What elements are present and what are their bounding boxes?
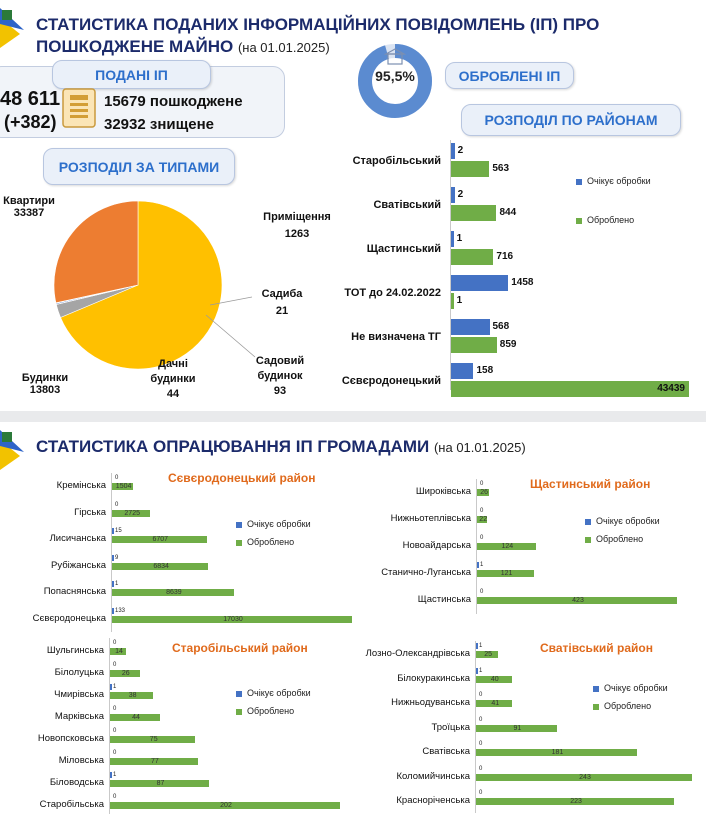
community-category: Лисичанська: [49, 533, 106, 544]
community-value-processed: 6707: [152, 536, 169, 543]
community-bar-pending: [110, 684, 112, 690]
district-value-processed: 43439: [657, 383, 685, 394]
district-bar-pending: [451, 275, 508, 291]
district-value-processed: 716: [496, 251, 514, 262]
community-value-processed: 202: [220, 802, 232, 809]
community-value-processed: 75: [149, 736, 158, 743]
district-value-pending: 1458: [511, 277, 534, 288]
community-value-pending: 0: [479, 741, 483, 747]
district-value-pending: 2: [457, 145, 464, 156]
community-bar-pending: [110, 772, 112, 778]
community-value-processed: 25: [484, 651, 492, 658]
district-bar-pending: [451, 187, 455, 203]
community-category: Міловська: [58, 755, 104, 766]
legend-swatch-green: [593, 704, 599, 710]
pie-title-pill: РОЗПОДІЛ ЗА ТИПАМИ: [43, 148, 235, 185]
community-value-processed: 423: [572, 597, 584, 604]
district-category: Старобільський: [352, 155, 441, 167]
community-value-processed: 2725: [124, 509, 140, 517]
pie-slice-5: [54, 201, 138, 303]
district-bar-processed: [451, 249, 493, 265]
community-value-pending: 1: [115, 581, 119, 587]
emblem-icon-bottom: [0, 430, 32, 470]
district-legend-processed-text: Оброблено: [587, 215, 635, 225]
legend-swatch-green: [236, 709, 242, 715]
legend-swatch-blue: [236, 522, 242, 528]
district-category: Щастинський: [366, 243, 441, 255]
pie-label-kvartyry: [0, 195, 58, 219]
legend-swatch-blue: [593, 686, 599, 692]
community-value-processed: 243: [579, 773, 591, 781]
community-category: Лозно-Олександрівська: [365, 648, 470, 659]
community-value-pending: 0: [113, 706, 117, 712]
community-bar-pending: [476, 643, 478, 649]
community-value-processed: 87: [156, 780, 165, 787]
district-value-processed: 859: [499, 339, 517, 350]
community-value-processed: 6834: [153, 562, 169, 570]
community-category: Кремінська: [56, 480, 106, 491]
region-legend-processed: Оброблено: [585, 534, 643, 544]
page-title: [36, 15, 599, 58]
community-value-pending: 0: [479, 716, 483, 723]
community-value-processed: 223: [570, 798, 582, 805]
community-category: Попаснянська: [43, 586, 106, 597]
community-value-pending: 0: [480, 589, 484, 595]
district-bar-pending: [451, 231, 454, 247]
community-category: Троїцька: [431, 721, 470, 733]
emblem-icon: [0, 8, 34, 50]
region-legend-pending: Очікує обробки: [585, 516, 660, 526]
district-value-processed: 563: [492, 163, 510, 174]
community-value-processed: 41: [491, 700, 500, 707]
community-value-pending: 0: [113, 662, 117, 668]
community-bar-pending: [112, 608, 114, 614]
community-value-pending: 1: [113, 772, 117, 778]
district-category: Сватівський: [373, 199, 441, 211]
pie-label-sadyba-name: Садиба: [261, 288, 303, 300]
pie-label-sadyba-value: 21: [275, 305, 289, 317]
community-value-pending: 0: [479, 765, 483, 772]
district-legend-pending-text: Очікує обробки: [587, 176, 651, 186]
pie-label-dachni-name: Дачні будинки: [150, 358, 196, 385]
community-value-processed: 14: [115, 648, 123, 655]
community-category: Красноріченська: [396, 795, 470, 806]
community-category: Новопсковська: [37, 733, 104, 744]
community-category: Нижньодуванська: [391, 697, 470, 708]
pie-label-kvartyry-name: Квартири: [3, 195, 55, 207]
community-value-processed: 40: [490, 675, 499, 683]
pie-label-dachni-value: 44: [166, 388, 180, 400]
community-bar-pending: [476, 668, 478, 674]
building-icon: [384, 48, 406, 66]
community-value-pending: 1: [480, 562, 484, 568]
region-legend-processed: Оброблено: [236, 706, 294, 716]
community-value-pending: 1: [479, 643, 483, 649]
district-legend-pending: [576, 176, 651, 186]
community-value-pending: 0: [113, 640, 117, 646]
community-value-processed: 44: [132, 714, 140, 721]
community-category: Біловодська: [49, 777, 104, 788]
community-category: Гірська: [74, 506, 106, 518]
document-icon: [62, 88, 96, 128]
district-value-pending: 568: [492, 321, 510, 332]
community-value-processed: 38: [128, 692, 137, 699]
community-value-pending: 1: [113, 684, 117, 690]
pie-label-sadovyi-value: 93: [273, 385, 287, 397]
district-bar-pending: [451, 143, 455, 159]
region-title: Щастинський район: [530, 477, 651, 491]
district-bar-processed: [451, 337, 497, 353]
community-value-pending: 1: [479, 667, 483, 674]
community-value-pending: 0: [480, 508, 484, 514]
district-value-pending: 1: [456, 233, 463, 244]
district-value-processed: 1: [456, 295, 463, 306]
community-category: Сватівська: [422, 746, 470, 757]
page-title-line2: ПОШКОДЖЕНЕ МАЙНО: [36, 37, 234, 56]
district-bar-pending: [451, 319, 490, 335]
bottom-title-text: СТАТИСТИКА ОПРАЦЮВАННЯ ІП ГРОМАДАМИ: [36, 437, 430, 456]
pie-label-prymishchennia-name: Приміщення: [263, 211, 331, 223]
district-category: ТОТ до 24.02.2022: [344, 287, 441, 299]
region-title: Старобільський район: [172, 641, 308, 655]
community-value-processed: 124: [501, 543, 514, 550]
community-category: Щастинська: [417, 594, 471, 605]
legend-swatch-blue: [576, 179, 582, 185]
community-category: Сєвєродонецька: [32, 612, 106, 624]
destroyed-count: 32932 знищене: [104, 116, 215, 133]
district-category: Сєвєродонецький: [341, 375, 441, 387]
pie-label-prymishchennia-value: 1263: [284, 228, 310, 240]
community-value-pending: 0: [480, 535, 484, 541]
processed-percent: 95,5%: [375, 68, 415, 84]
community-category: Шульгинська: [46, 645, 104, 656]
district-bar-processed: [451, 161, 489, 177]
community-value-processed: 17030: [223, 615, 243, 623]
bottom-title-date: (на 01.01.2025): [433, 440, 526, 455]
page-title-date: (на 01.01.2025): [237, 40, 330, 55]
community-category: Чмирівська: [54, 689, 104, 700]
community-category: Старобільська: [39, 799, 104, 810]
district-legend-processed: [576, 215, 634, 225]
community-value-pending: 0: [113, 794, 117, 800]
region-legend-pending: Очікує обробки: [236, 688, 311, 698]
pie-label-dachni: [143, 357, 203, 402]
community-category: Нижньотеплівська: [390, 513, 471, 524]
community-value-processed: 26: [121, 670, 130, 677]
district-bar-processed: [451, 293, 454, 309]
region-legend-pending: Очікує обробки: [593, 683, 668, 693]
processed-pill: ОБРОБЛЕНІ ІП: [445, 62, 574, 89]
region-title: Сєвєродонецький район: [168, 471, 316, 485]
community-category: Білолуцька: [54, 667, 104, 678]
pie-label-sadovyi-name: Садовий будинок: [255, 355, 305, 382]
region-legend-processed: Оброблено: [593, 701, 651, 711]
community-value-pending: 15: [115, 528, 122, 534]
community-value-processed: 77: [150, 758, 159, 765]
community-value-pending: 0: [479, 790, 483, 796]
pie-label-kvartyry-value: 33387: [13, 207, 45, 219]
community-value-processed: 26: [480, 489, 489, 496]
community-value-processed: 1504: [115, 483, 132, 490]
community-value-processed: 8639: [166, 589, 182, 596]
community-bar-pending: [112, 555, 114, 561]
community-value-pending: 9: [115, 554, 119, 561]
district-bar-pending: [451, 363, 473, 379]
bottom-title: [36, 437, 526, 458]
legend-swatch-green: [576, 218, 582, 224]
community-category: Марківська: [54, 711, 104, 722]
pie-label-prymishchennia: [257, 211, 337, 240]
community-bar-pending: [112, 581, 114, 587]
community-value-pending: 0: [480, 481, 484, 487]
community-category: Станично-Луганська: [381, 567, 471, 578]
community-category: Новоайдарська: [402, 540, 471, 551]
community-value-pending: 133: [115, 607, 126, 614]
legend-swatch-blue: [585, 519, 591, 525]
community-value-pending: 0: [113, 728, 117, 734]
district-category: Не визначена ТГ: [351, 331, 441, 343]
submitted-delta: (+382): [4, 112, 57, 132]
district-value-pending: 2: [457, 189, 464, 200]
community-value-processed: 91: [513, 724, 522, 732]
community-category: Коломийчинська: [396, 770, 470, 782]
legend-swatch-blue: [236, 691, 242, 697]
community-category: Білокуракинська: [397, 672, 470, 684]
region-legend-pending: Очікує обробки: [236, 519, 311, 529]
submitted-total: 48 611: [0, 88, 61, 110]
pie-label-budynky-name: Будинки: [21, 372, 69, 384]
legend-swatch-green: [585, 537, 591, 543]
community-bar-pending: [477, 562, 479, 568]
pie-leader-lines: [200, 295, 260, 365]
page-title-line1: СТАТИСТИКА ПОДАНИХ ІНФОРМАЦІЙНИХ ПОВІДОМЛЕНЬ (ІП) ПРО: [36, 15, 600, 34]
community-value-processed: 22: [479, 516, 488, 523]
pie-label-budynky-value: 13803: [29, 384, 61, 396]
district-title-pill: РОЗПОДІЛ ПО РАЙОНАМ: [461, 104, 681, 136]
pie-label-budynky: [10, 372, 80, 396]
district-value-processed: 844: [499, 207, 517, 218]
region-axis: [109, 638, 110, 814]
community-value-processed: 181: [551, 749, 564, 756]
district-bar-processed: [451, 205, 496, 221]
community-value-pending: 0: [479, 692, 483, 698]
community-value-pending: 0: [113, 750, 117, 756]
community-value-pending: 0: [115, 501, 119, 508]
region-title: Сватівський район: [540, 641, 653, 655]
community-bar-pending: [112, 528, 114, 534]
district-value-pending: 158: [476, 365, 494, 376]
damaged-count: 15679 пошкоджене: [104, 93, 243, 110]
legend-swatch-green: [236, 540, 242, 546]
region-legend-processed: Оброблено: [236, 537, 294, 547]
community-value-pending: 0: [115, 475, 119, 481]
community-category: Широківська: [415, 486, 471, 497]
submitted-pill: ПОДАНІ ІП: [52, 60, 211, 89]
community-value-processed: 121: [500, 570, 513, 577]
community-category: Рубіжанська: [51, 559, 106, 571]
